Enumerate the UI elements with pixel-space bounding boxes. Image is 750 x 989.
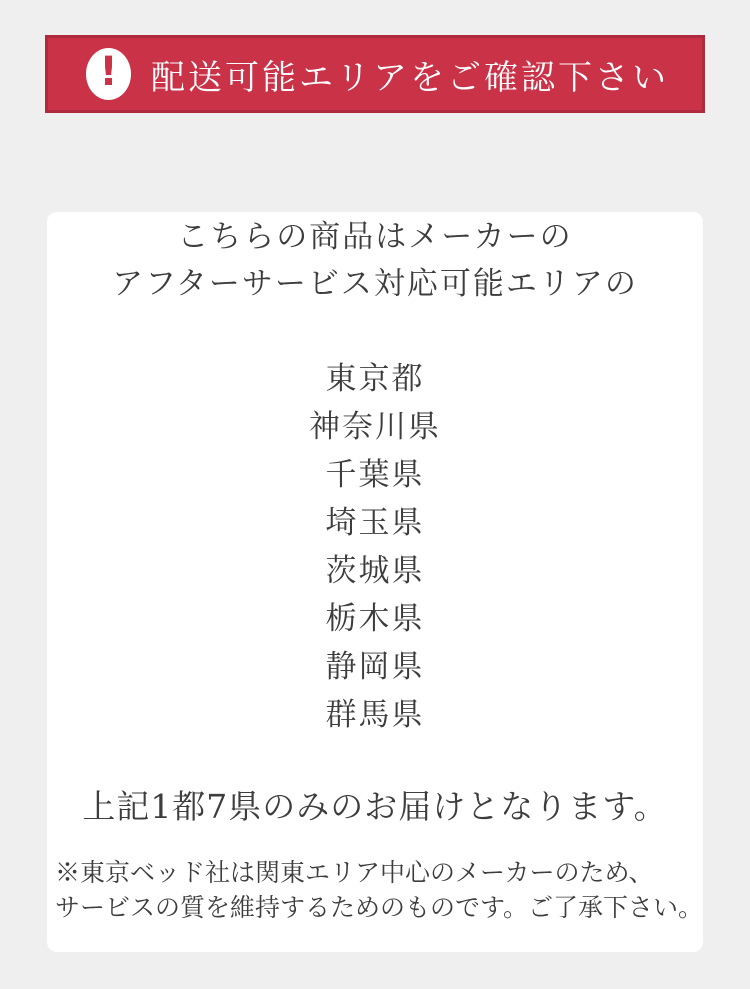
delivery-area-card [47,212,703,952]
prefecture-item: 埼玉県 [325,505,425,541]
footnote [47,855,703,925]
prefecture-item: 群馬県 [325,697,425,733]
footnote-line-2: サービスの質を維持するためのものです。ご了承下さい。 [55,893,704,922]
footnote-line-1: ※東京ベッド社は関東エリア中心のメーカーのため、 [55,858,654,887]
prefecture-item: 千葉県 [325,457,425,493]
prefecture-item: 東京都 [325,361,425,397]
intro-text [47,214,703,308]
banner-title: 配送可能エリアをご確認下さい [151,57,669,98]
alert-exclamation-icon: ! [86,48,131,100]
prefecture-item: 栃木県 [325,601,425,637]
prefecture-item: 静岡県 [325,649,425,685]
delivery-area-alert-banner [45,35,705,113]
intro-line-1: こちらの商品はメーカーの [177,219,573,255]
prefecture-item: 茨城県 [325,553,425,589]
prefecture-list [47,355,703,739]
delivery-note: 上記1都7県のみのお届けとなります。 [82,787,668,826]
prefecture-item: 神奈川県 [309,409,441,445]
intro-line-2: アフターサービス対応可能エリアの [112,266,638,302]
